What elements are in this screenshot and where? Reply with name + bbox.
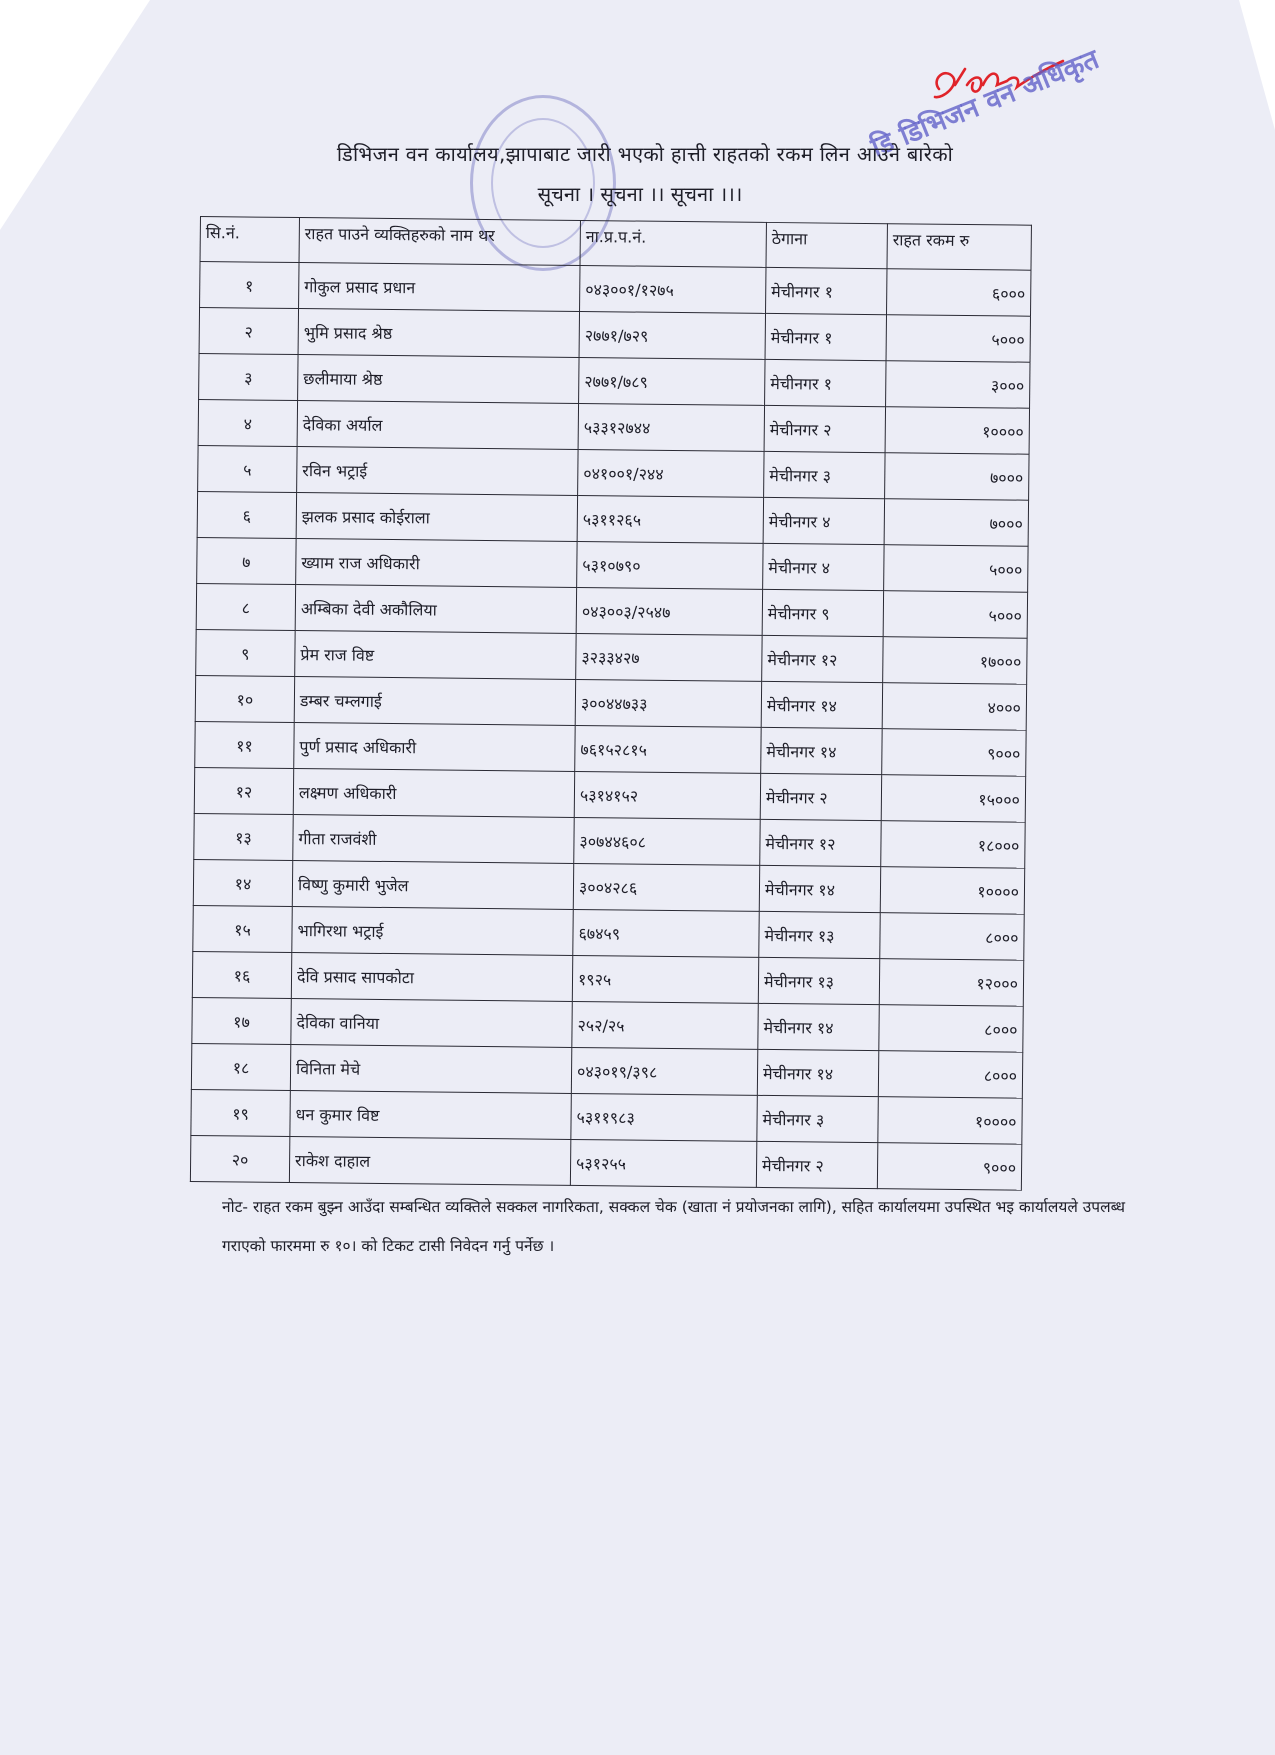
cell-amount: १०००० [885, 407, 1029, 455]
cell-citizenship-no: २७७१/७८९ [579, 357, 765, 405]
header-address: ठेगाना [766, 222, 887, 268]
cell-amount: ८००० [880, 913, 1024, 961]
cell-citizenship-no: ५३११९८३ [571, 1093, 757, 1141]
cell-serial: ५ [198, 445, 297, 492]
cell-name: विनिता मेचे [290, 1044, 571, 1093]
officer-stamp-text: डि डिभिजन वन अधिकृत [866, 43, 1104, 164]
cell-amount: ३००० [886, 361, 1030, 409]
cell-amount: १०००० [880, 867, 1024, 915]
table-row [190, 1135, 1021, 1190]
cell-citizenship-no: ६७४५९ [573, 909, 759, 957]
cell-citizenship-no: ५३१४१५२ [574, 771, 760, 819]
cell-serial: १७ [192, 997, 291, 1044]
cell-amount: ५००० [884, 545, 1028, 593]
cell-name: देवि प्रसाद सापकोटा [291, 953, 572, 1002]
header-serial: सि.नं. [200, 217, 299, 263]
cell-address: मेचीनगर २ [760, 773, 881, 820]
cell-citizenship-no: ५३१०७९० [577, 541, 763, 589]
cell-name: भुमि प्रसाद श्रेष्ठ [298, 309, 579, 358]
cell-citizenship-no: २७७१/७२९ [579, 311, 765, 359]
cell-amount: ४००० [882, 683, 1026, 731]
cell-address: मेचीनगर १३ [758, 957, 879, 1004]
cell-amount: ९००० [877, 1143, 1021, 1191]
cell-serial: ६ [197, 491, 296, 538]
cell-citizenship-no: ०४३०१९/३९८ [571, 1047, 757, 1095]
cell-name: छलीमाया श्रेष्ठ [298, 355, 579, 404]
cell-name: पुर्ण प्रसाद अधिकारी [294, 723, 575, 772]
cell-name: राकेश दाहाल [289, 1136, 570, 1185]
cell-address: मेचीनगर १३ [759, 911, 880, 958]
note-text: नोट- राहत रकम बुझ्न आउँदा सम्बन्धित व्यक्तिले सक्कल नागरिकता, सक्कल चेक (खाता नं प्रयोजनका लागि), सहित कार्यालयमा उपस्थित भइ कार्यालयले उपलब्ध गराएको फारममा रु १०। को टिकट टासी निवेदन गर्नु पर्नेछ । [222, 1198, 1125, 1255]
cell-serial: ४ [198, 399, 297, 446]
header-name: राहत पाउने व्यक्तिहरुको नाम थर [299, 218, 580, 266]
cell-amount: १५००० [881, 775, 1025, 823]
cell-amount: १०००० [878, 1097, 1022, 1145]
cell-address: मेचीनगर १ [765, 359, 886, 406]
cell-name: प्रेम राज विष्ट [295, 631, 576, 680]
cell-serial: १६ [192, 951, 291, 998]
cell-serial: २० [190, 1135, 289, 1182]
cell-name: रविन भट्राई [297, 447, 578, 496]
cell-name: अम्बिका देवी अकौलिया [295, 585, 576, 634]
cell-name: ख्याम राज अधिकारी [296, 539, 577, 588]
cell-serial: १३ [194, 813, 293, 860]
cell-amount: १२००० [879, 959, 1023, 1007]
cell-address: मेचीनगर १२ [762, 635, 883, 682]
cell-address: मेचीनगर ४ [763, 497, 884, 544]
cell-name: देविका अर्याल [297, 401, 578, 450]
cell-amount: ५००० [886, 315, 1030, 363]
cell-citizenship-no: २५२/२५ [572, 1001, 758, 1049]
cell-amount: ८००० [878, 1051, 1022, 1099]
cell-citizenship-no: ३०७४४६०८ [574, 817, 760, 865]
cell-address: मेचीनगर ३ [757, 1095, 878, 1142]
cell-serial: १५ [193, 905, 292, 952]
torn-edge [1239, 0, 1275, 130]
cell-citizenship-no: ५३३१२७४४ [578, 403, 764, 451]
cell-address: मेचीनगर ३ [764, 451, 885, 498]
cell-amount: ८००० [879, 1005, 1023, 1053]
relief-table [190, 216, 1032, 1191]
cell-serial: ३ [199, 353, 298, 400]
cell-citizenship-no: ०४३००३/२५४७ [576, 587, 762, 635]
cell-address: मेचीनगर १४ [757, 1049, 878, 1096]
cell-serial: १८ [191, 1043, 290, 1090]
header-citizenship-no: ना.प्र.प.नं. [580, 220, 766, 267]
cell-citizenship-no: ५३१२५५ [570, 1139, 756, 1187]
cell-address: मेचीनगर ९ [762, 589, 883, 636]
cell-serial: ११ [195, 721, 294, 768]
cell-serial: ८ [196, 583, 295, 630]
cell-address: मेचीनगर १ [765, 313, 886, 360]
cell-serial: २ [199, 308, 298, 355]
notice-subheading: सूचना । सूचना ।। सूचना ।।। [537, 182, 743, 206]
cell-name: डम्बर चम्लगाई [294, 677, 575, 726]
cell-address: मेचीनगर ४ [763, 543, 884, 590]
cell-address: मेचीनगर २ [756, 1141, 877, 1188]
cell-citizenship-no: ०४१००१/२४४ [578, 449, 764, 497]
cell-name: विष्णु कुमारी भुजेल [292, 861, 573, 910]
cell-address: मेचीनगर १४ [759, 865, 880, 912]
cell-address: मेचीनगर १४ [758, 1003, 879, 1050]
cell-name: गोकुल प्रसाद प्रधान [299, 263, 580, 312]
cell-name: गीता राजवंशी [293, 815, 574, 864]
cell-address: मेचीनगर २ [764, 405, 885, 452]
cell-citizenship-no: ७६१५२८१५ [575, 725, 761, 773]
cell-serial: १ [200, 262, 299, 309]
cell-amount: ९००० [882, 729, 1026, 777]
cell-address: मेचीनगर १४ [761, 681, 882, 728]
cell-serial: ७ [197, 537, 296, 584]
cell-name: झलक प्रसाद कोईराला [296, 493, 577, 542]
cell-amount: ६००० [887, 269, 1031, 317]
cell-citizenship-no: ३००४४७३३ [575, 679, 761, 727]
cell-amount: १७००० [883, 637, 1027, 685]
folded-corner [0, 0, 150, 230]
cell-serial: १० [195, 675, 294, 722]
cell-amount: १८००० [881, 821, 1025, 869]
cell-name: भागिरथा भट्राई [292, 907, 573, 956]
cell-citizenship-no: ३२३३४२७ [576, 633, 762, 681]
cell-citizenship-no: १९२५ [572, 955, 758, 1003]
cell-amount: ५००० [883, 591, 1027, 639]
cell-serial: १४ [193, 859, 292, 906]
cell-name: लक्ष्मण अधिकारी [293, 769, 574, 818]
notice-heading: डिभिजन वन कार्यालय,झापाबाट जारी भएको हात्ती राहतको रकम लिन आउने बारेको [336, 142, 954, 166]
cell-amount: ७००० [884, 499, 1028, 547]
cell-name: देविका वानिया [291, 998, 572, 1047]
table-body [190, 262, 1031, 1191]
cell-address: मेचीनगर १२ [760, 819, 881, 866]
header-amount: राहत रकम रु [887, 224, 1031, 271]
cell-serial: ९ [196, 629, 295, 676]
cell-citizenship-no: ०४३००१/१२७५ [580, 265, 766, 313]
cell-serial: १९ [191, 1089, 290, 1136]
cell-name: धन कुमार विष्ट [290, 1090, 571, 1139]
cell-address: मेचीनगर १ [766, 267, 887, 314]
cell-citizenship-no: ५३११२६५ [577, 495, 763, 543]
cell-address: मेचीनगर १४ [761, 727, 882, 774]
cell-citizenship-no: ३००४२८६ [573, 863, 759, 911]
cell-amount: ७००० [885, 453, 1029, 501]
cell-serial: १२ [194, 767, 293, 814]
